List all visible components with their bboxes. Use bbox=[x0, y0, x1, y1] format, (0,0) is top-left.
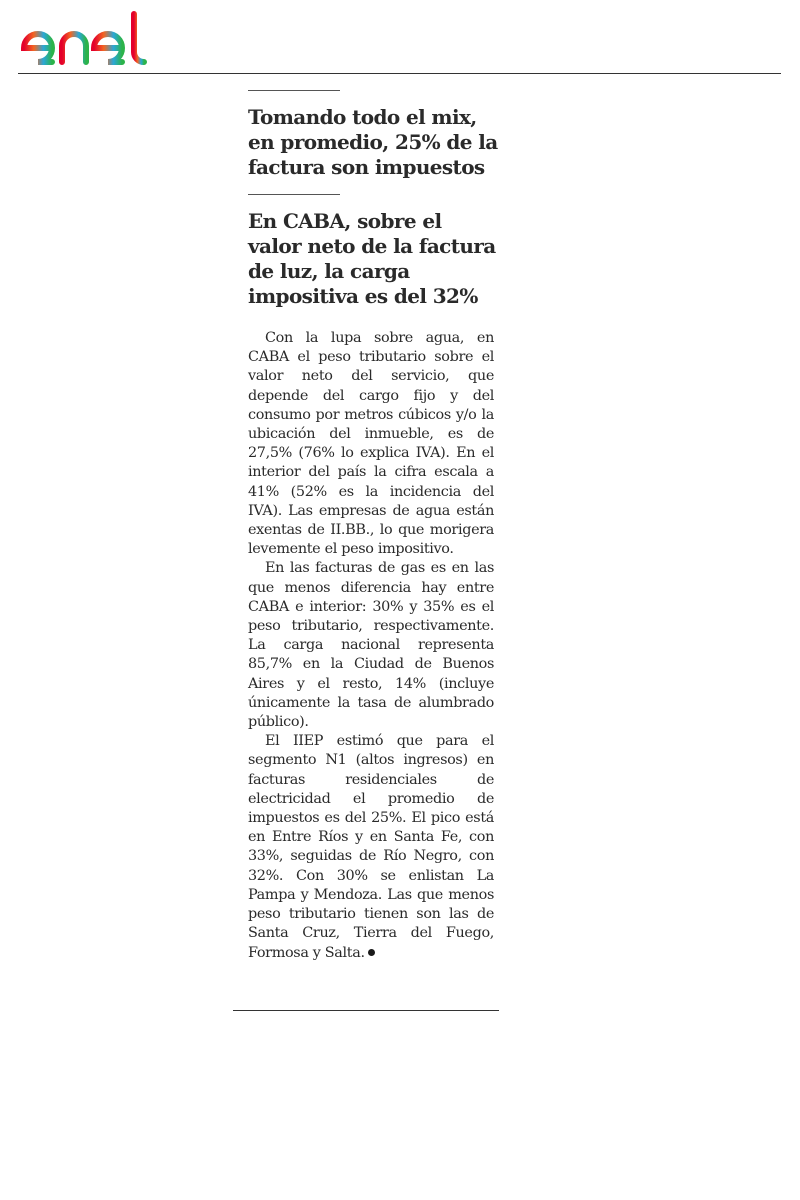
headline-divider-top bbox=[248, 90, 340, 91]
headline-2: En CABA, sobre el valor neto de la factura de luz, la carga impositiva es del 32% bbox=[248, 209, 496, 308]
paragraph-1: Con la lupa sobre agua, en CABA el peso tributario sobre el valor neto del servicio, que depende del cargo fijo y del consumo por metros cúbicos y/o la ubicación del inmueble, es de 27,5% (76% lo explica IVA). En el interior del país la cifra escala a 41% (52% es la incidencia del IVA). Las empresas de agua están exentas de II.BB., lo que morigera levemente el peso impositivo. bbox=[248, 330, 494, 558]
end-mark-icon bbox=[368, 949, 375, 956]
headline-1: Tomando todo el mix, en promedio, 25% de la factura son impuestos bbox=[248, 105, 498, 179]
footer-divider bbox=[233, 1010, 499, 1011]
paragraph-3-text: El IIEP estimó que para el segmento N1 (altos ingresos) en facturas residenciales de electricidad el promedio de impuestos es del 25%. El pico está en Entre Ríos y en Santa Fe, con 33%, seguidas de Río Negro, con 32%. Con 30% se enlistan La Pampa y Mendoza. Las que menos peso tributario tienen son las de Santa Cruz, Tierra del Fuego, Formosa y Salta. bbox=[248, 733, 494, 961]
headline-divider-middle bbox=[248, 194, 340, 195]
enel-logo bbox=[18, 10, 168, 66]
paragraph-2: En las facturas de gas es en las que menos diferencia hay entre CABA e interior: 30% y 35% es el peso tributario, respectivamente. La carga nacional representa 85,7% en la Ciudad de Buenos Aires y el resto, 14% (incluye únicamente la tasa de alumbrado público). bbox=[248, 560, 494, 731]
header-divider bbox=[18, 73, 781, 74]
article-body bbox=[248, 329, 494, 963]
paragraph-3 bbox=[248, 732, 494, 962]
news-clipping bbox=[232, 90, 500, 963]
